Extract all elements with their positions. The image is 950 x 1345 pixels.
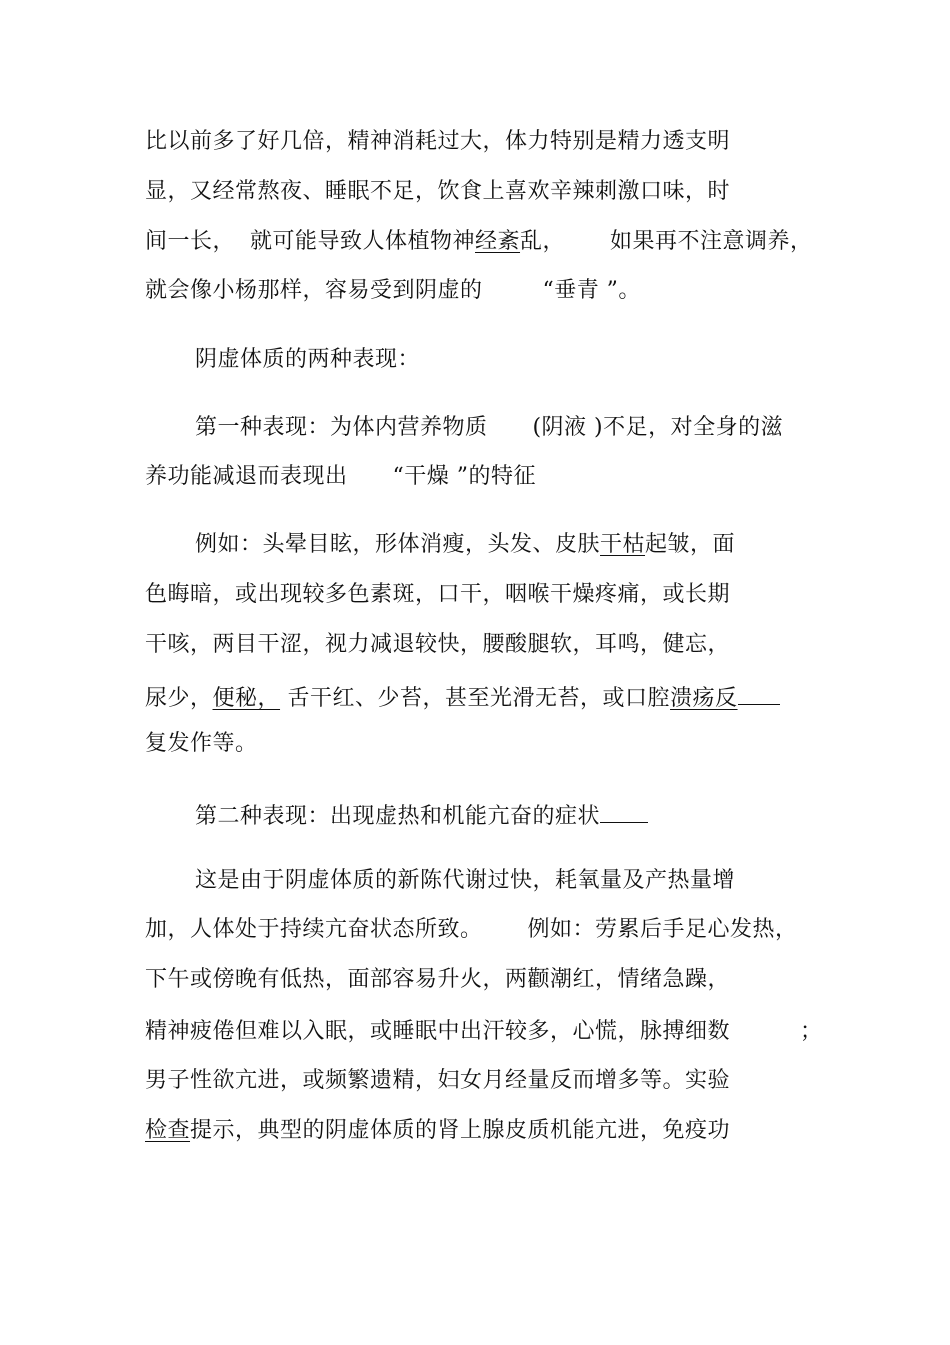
section-heading — [195, 798, 648, 832]
text-line: 就会像小杨那样，容易受到阴虚的 “垂青 ”。 — [145, 278, 641, 303]
underlined-text: 检查 — [145, 1118, 191, 1143]
underlined-text: 经紊 — [475, 229, 521, 254]
underlined-text: 溃疡反 — [670, 686, 738, 711]
text-segment: 第二种表现：出现虚热和机能亢奋的症状 — [195, 804, 601, 829]
text-segment: 舌干红、少苔，甚至光滑无苔，或口腔 — [280, 686, 671, 711]
text-line: 男子性欲亢进，或频繁遗精，妇女月经量反而增多等。实验 — [145, 1068, 731, 1093]
text-line: 显，又经常熬夜、睡眠不足，饮食上喜欢辛辣刺激口味，时 — [145, 179, 731, 204]
text-line: 下午或傍晚有低热，面部容易升火，两颧潮红，情绪急躁， — [145, 967, 731, 992]
fill-in-blank — [738, 680, 780, 705]
text-line — [195, 530, 735, 560]
section-heading: 阴虚体质的两种表现： — [195, 347, 421, 372]
text-line: 这是由于阴虚体质的新陈代谢过快，耗氧量及产热量增 — [195, 868, 736, 893]
fill-in-blank — [600, 798, 648, 823]
text-segment: 乱， 如果再不注意调养， — [520, 229, 813, 254]
text-segment: 例如：头晕目眩，形体消瘦，头发、皮肤 — [195, 532, 601, 557]
text-line: 色晦暗，或出现较多色素斑，口干，咽喉干燥疼痛，或长期 — [145, 582, 731, 607]
text-segment: 起皱，面 — [645, 532, 736, 557]
text-line — [145, 227, 812, 257]
text-line: 加，人体处于持续亢奋状态所致。 例如：劳累后手足心发热， — [145, 917, 798, 942]
text-line — [145, 680, 780, 714]
underlined-text: 便秘， — [212, 686, 281, 711]
text-segment: 提示，典型的阴虚体质的肾上腺皮质机能亢进，免疫功 — [190, 1118, 731, 1143]
text-line: 第一种表现：为体内营养物质 (阴液 )不足，对全身的滋 — [195, 415, 784, 440]
text-line: 复发作等。 — [145, 731, 258, 756]
underlined-text: 干枯 — [600, 532, 646, 557]
text-line: 干咳，两目干涩，视力减退较快，腰酸腿软，耳鸣，健忘， — [145, 632, 731, 657]
text-segment: 间一长， 就可能导致人体植物神 — [145, 229, 475, 254]
text-line: 养功能减退而表现出 “干燥 ”的特征 — [145, 464, 536, 489]
text-line: 精神疲倦但难以入眠，或睡眠中出汗较多，心慌，脉搏细数 — [145, 1019, 731, 1044]
text-line — [145, 1116, 730, 1146]
trailing-semicolon: ； — [800, 1019, 823, 1044]
text-line: 比以前多了好几倍，精神消耗过大，体力特别是精力透支明 — [145, 129, 731, 154]
text-segment: 尿少， — [145, 686, 213, 711]
